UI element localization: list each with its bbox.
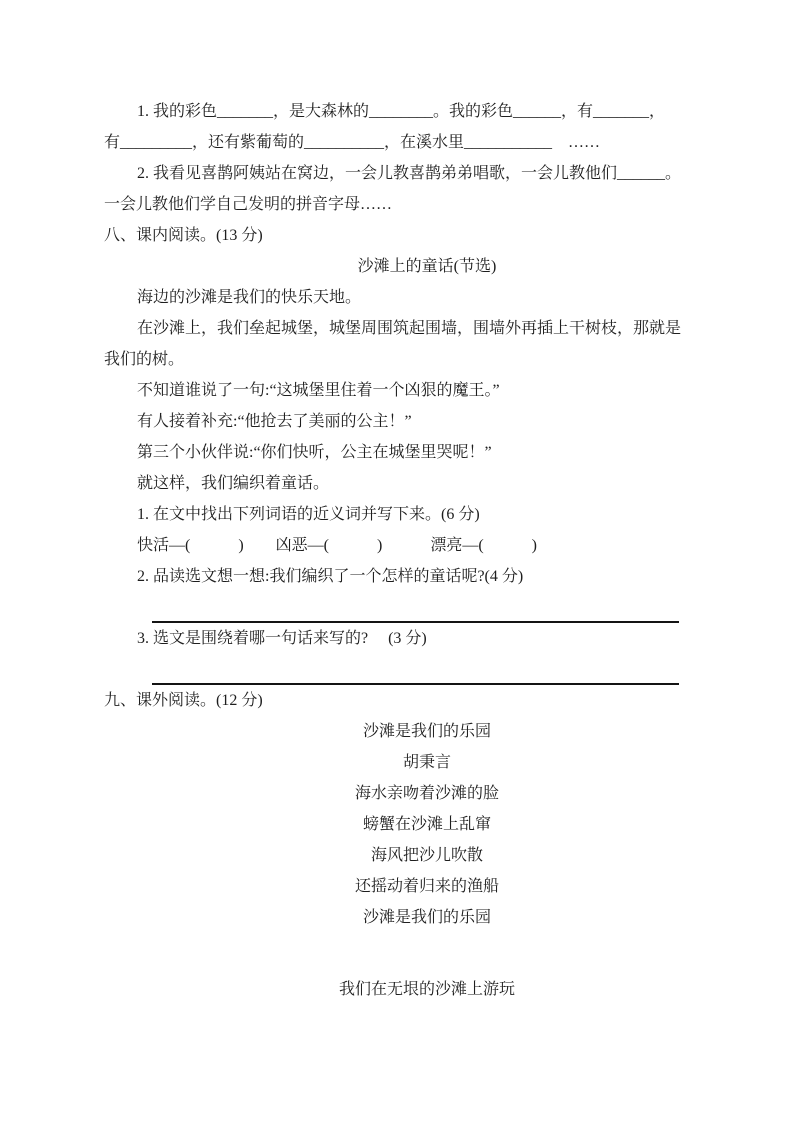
poem-line-4: 还摇动着归来的渔船 xyxy=(354,878,499,895)
passage-paragraph-1: 海边的沙滩是我们的快乐天地。 xyxy=(137,289,362,306)
poem-title: 沙滩是我们的乐园 xyxy=(362,723,491,740)
poem-closing-line: 我们在无垠的沙滩上游玩 xyxy=(338,981,515,998)
fill-blank-line-1: 1. 我的彩色_______，是大森林的________。我的彩色______，有_______， xyxy=(137,103,666,120)
answer-line-2 xyxy=(152,654,679,685)
section-8-question-1-blanks: 快活—( ) 凶恶—( ) 漂亮—( ) xyxy=(137,537,537,554)
poem-line-5: 沙滩是我们的乐园 xyxy=(362,909,491,926)
passage-paragraph-3: 不知道谁说了一句:“这城堡里住着一个凶狠的魔王。” xyxy=(137,382,500,399)
poem-line-2: 螃蟹在沙滩上乱窜 xyxy=(362,816,491,833)
section-8-question-3: 3. 选文是围绕着哪一句话来写的? (3 分) xyxy=(137,630,427,647)
section-8-question-1: 1. 在文中找出下列词语的近义词并写下来。(6 分) xyxy=(137,506,480,523)
fill-blank-line-3: 2. 我看见喜鹊阿姨站在窝边，一会儿教喜鹊弟弟唱歌，一会儿教他们______。 xyxy=(137,165,682,182)
passage-paragraph-2-line-2: 我们的树。 xyxy=(104,351,185,368)
passage-paragraph-4: 有人接着补充:“他抢去了美丽的公主！” xyxy=(137,413,412,430)
poem-stanza-gap xyxy=(150,933,704,974)
passage-title-block xyxy=(150,251,704,282)
passage-paragraph-2-line-1: 在沙滩上，我们垒起城堡，城堡周围筑起围墙，围墙外再插上干树枝，那就是 xyxy=(137,320,682,337)
poem-line-1: 海水亲吻着沙滩的脸 xyxy=(354,785,499,802)
passage-title: 沙滩上的童话(节选) xyxy=(357,258,497,275)
fill-blank-line-2: 有_________，还有紫葡萄的__________，在溪水里___________ …… xyxy=(104,134,601,151)
poem-line-3: 海风把沙儿吹散 xyxy=(370,847,483,864)
poem-block xyxy=(150,716,704,1005)
section-9-heading: 九、课外阅读。(12 分) xyxy=(104,692,263,709)
passage-paragraph-5: 第三个小伙伴说:“你们快听，公主在城堡里哭呢！” xyxy=(137,444,492,461)
poem-author: 胡秉言 xyxy=(402,754,451,771)
fill-blank-line-4: 一会儿教他们学自己发明的拼音字母…… xyxy=(104,196,393,213)
passage-paragraph-6: 就这样，我们编织着童话。 xyxy=(137,475,330,492)
section-8-question-2: 2. 品读选文想一想:我们编织了一个怎样的童话呢?(4 分) xyxy=(137,568,524,585)
worksheet-content xyxy=(104,96,704,1005)
section-8-heading: 八、课内阅读。(13 分) xyxy=(104,227,263,244)
answer-line-1 xyxy=(152,592,679,623)
